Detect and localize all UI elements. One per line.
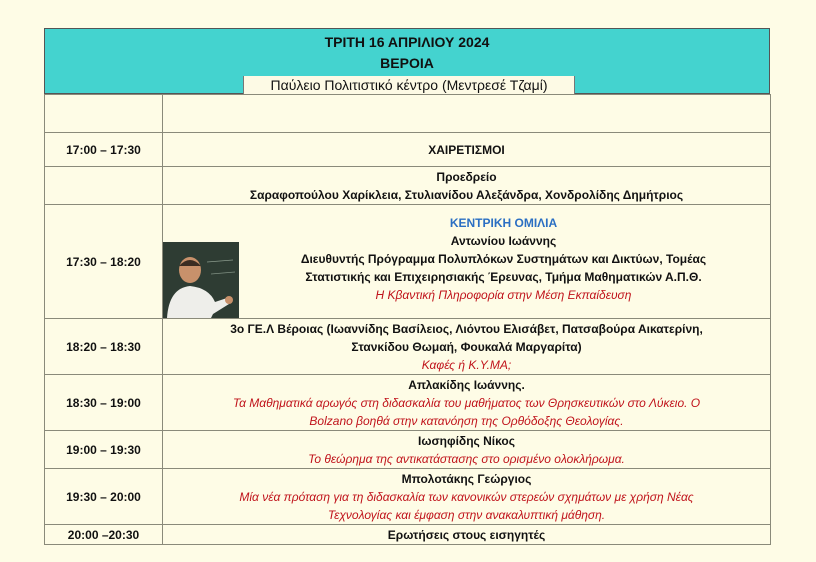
talk-cell: [163, 431, 771, 469]
time-cell: 17:30 – 18:20: [45, 205, 163, 319]
program-header: [44, 28, 770, 94]
keynote-cell: [163, 205, 771, 319]
keynote-speaker: Αντωνίου Ιωάννης: [450, 233, 557, 248]
school-names: Στανκίδου Θωμαή, Φουκαλά Μαργαρίτα): [351, 339, 582, 354]
talk-topic: Τεχνολογίας και έμφαση στην ανακαλυπτική μάθηση.: [327, 507, 606, 522]
talk-topic: Μία νέα πρόταση για τη διδασκαλία των κανονικών στερεών σχημάτων με χρήση Νέας: [239, 489, 694, 504]
greetings-title: ΧΑΙΡΕΤΙΣΜΟΙ: [163, 133, 771, 167]
table-row-keynote: [45, 205, 771, 319]
time-cell: 18:30 – 19:00: [45, 375, 163, 431]
event-city: ΒΕΡΟΙΑ: [380, 55, 434, 71]
table-row-iosifidis: [45, 431, 771, 469]
table-row-school: [45, 319, 771, 375]
time-cell: 19:00 – 19:30: [45, 431, 163, 469]
event-date: ΤΡΙΤΗ 16 ΑΠΡΙΛΙΟΥ 2024: [324, 34, 490, 50]
time-cell: 18:20 – 18:30: [45, 319, 163, 375]
keynote-affiliation: Διευθυντής Πρόγραμμα Πολυπλόκων Συστημάτων και Δικτύων, Τομέας: [300, 251, 707, 266]
table-row-aplakidis: [45, 375, 771, 431]
time-cell: 20:00 –20:30: [45, 525, 163, 545]
speaker-photo: [163, 242, 239, 318]
event-venue: Παύλειο Πολιτιστικό κέντρο (Μεντρεσέ Τζαμί): [243, 76, 575, 94]
table-row-greetings: [45, 133, 771, 167]
speaker-name: Ιωσηφίδης Νίκος: [418, 433, 515, 448]
keynote-topic: Η Κβαντική Πληροφορία στην Μέση Εκπαίδευση: [375, 287, 632, 302]
schedule-table: [44, 94, 771, 545]
talk-topic: Το θεώρημα της αντικατάστασης στο ορισμένο ολοκλήρωμα.: [308, 451, 625, 466]
talk-topic: Τα Μαθηματικά αρωγός στη διδασκαλία του μαθήματος των Θρησκευτικών στο Λύκειο. Ο: [232, 395, 701, 410]
talk-topic: Bolzano βοηθά στην κατανόηση της Ορθόδοξης Θεολογίας.: [309, 413, 624, 428]
school-topic: Καφές ή Κ.Υ.ΜΑ;: [421, 357, 512, 372]
keynote-affiliation: Στατιστικής και Επιχειρησιακής Έρευνας, Τμήμα Μαθηματικών Α.Π.Θ.: [305, 269, 702, 284]
talk-cell: [163, 469, 771, 525]
table-row-bolotakis: [45, 469, 771, 525]
talk-cell: [163, 375, 771, 431]
time-cell: 17:00 – 17:30: [45, 133, 163, 167]
table-row-questions: [45, 525, 771, 545]
questions-cell: Ερωτήσεις στους εισηγητές: [163, 525, 771, 545]
speaker-name: Μπολοτάκης Γεώργιος: [401, 471, 532, 486]
presidium-members: Σαραφοπούλου Χαρίκλεια, Στυλιανίδου Αλεξάνδρα, Χονδρολίδης Δημήτριος: [249, 187, 684, 202]
keynote-label: ΚΕΝΤΡΙΚΗ ΟΜΙΛΙΑ: [449, 215, 558, 230]
table-row-empty: [45, 95, 771, 133]
table-row-presidium: [45, 167, 771, 205]
school-names: 3ο ΓΕ.Λ Βέροιας (Ιωαννίδης Βασίλειος, Λιόντου Ελισάβετ, Πατσαβούρα Αικατερίνη,: [230, 321, 703, 336]
presidium-title: Προεδρείο: [436, 169, 497, 184]
speaker-name: Απλακίδης Ιωάννης.: [408, 377, 525, 392]
time-cell: 19:30 – 20:00: [45, 469, 163, 525]
presidium-cell: [163, 167, 771, 205]
school-cell: [163, 319, 771, 375]
